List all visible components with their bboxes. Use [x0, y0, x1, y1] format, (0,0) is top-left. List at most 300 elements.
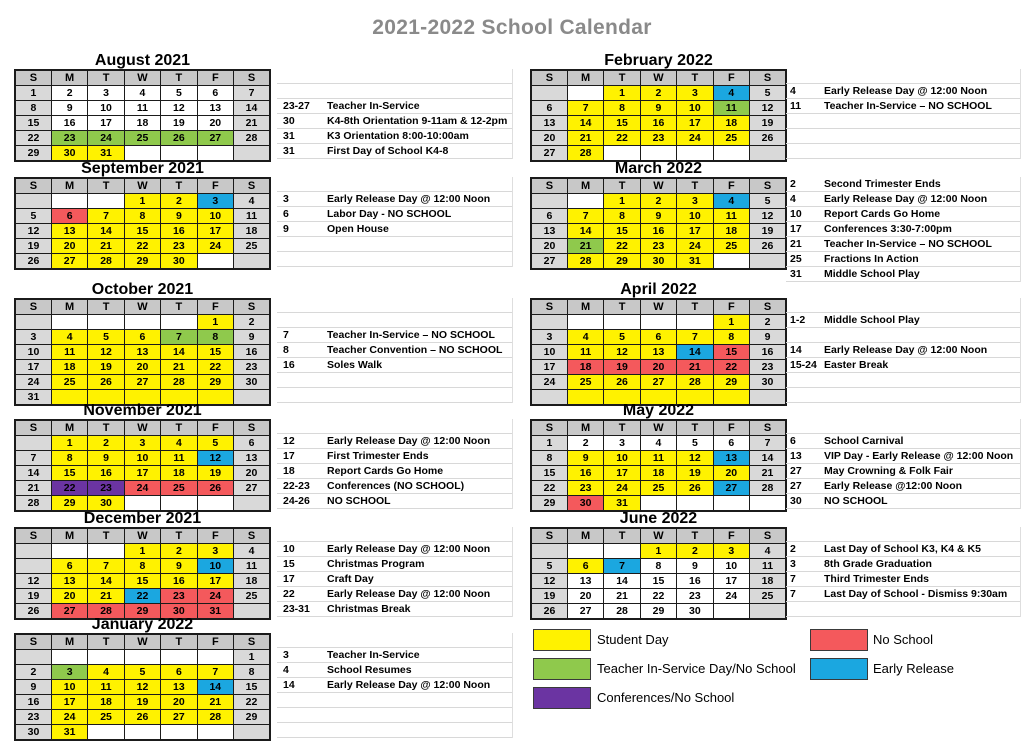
day-cell — [161, 146, 197, 162]
note-row — [277, 464, 512, 479]
note-row — [786, 177, 1020, 192]
day-header: W — [124, 299, 160, 315]
day-cell: 21 — [88, 239, 124, 254]
day-cell: 26 — [677, 481, 713, 496]
day-cell: 26 — [604, 375, 640, 390]
day-cell: 18 — [713, 116, 749, 131]
day-cell: 6 — [197, 86, 233, 101]
day-cell — [15, 544, 51, 559]
note-row — [786, 602, 1020, 617]
week-row — [15, 131, 270, 146]
day-cell: 4 — [750, 544, 786, 559]
week-row — [15, 360, 270, 375]
calendar-table — [14, 298, 271, 406]
day-cell: 4 — [161, 436, 197, 451]
month-title: September 2021 — [81, 160, 204, 177]
day-cell: 2 — [88, 436, 124, 451]
day-cell — [567, 86, 603, 101]
week-row — [531, 496, 786, 512]
day-cell: 18 — [567, 360, 603, 375]
note-text: First Day of School K4-8 — [327, 145, 449, 157]
day-cell — [713, 146, 749, 162]
note-date: 15-24 — [790, 359, 817, 371]
note-row — [277, 479, 512, 494]
day-header: W — [640, 420, 676, 436]
month-notes — [786, 527, 1021, 617]
day-cell: 1 — [15, 86, 51, 101]
day-cell: 10 — [531, 345, 567, 360]
day-header: T — [88, 178, 124, 194]
month-notes — [786, 298, 1021, 403]
note-row — [786, 358, 1020, 373]
note-text: Teacher Convention – NO SCHOOL — [327, 344, 503, 356]
note-date: 31 — [790, 268, 802, 280]
note-text: Last Day of School - Dismiss 9:30am — [824, 588, 1008, 600]
note-date: 7 — [790, 573, 796, 585]
day-cell — [197, 254, 233, 270]
day-header: T — [604, 178, 640, 194]
day-cell: 14 — [197, 680, 233, 695]
day-header: W — [640, 528, 676, 544]
legend-label-teacher-in-service-day-no-school: Teacher In-Service Day/No School — [597, 661, 796, 676]
day-header: F — [197, 178, 233, 194]
day-header: M — [51, 528, 87, 544]
day-header: S — [15, 178, 51, 194]
calendar-table — [530, 177, 787, 270]
day-cell: 11 — [234, 559, 270, 574]
day-cell — [197, 146, 233, 162]
note-row — [277, 693, 512, 708]
day-header: T — [677, 70, 713, 86]
day-cell: 22 — [234, 695, 270, 710]
day-cell: 6 — [234, 436, 270, 451]
day-header: T — [677, 299, 713, 315]
day-header: F — [197, 420, 233, 436]
day-cell: 29 — [15, 146, 51, 162]
day-cell: 10 — [677, 101, 713, 116]
note-row — [786, 479, 1020, 494]
day-cell: 24 — [713, 589, 749, 604]
day-header: T — [161, 634, 197, 650]
note-row — [786, 144, 1020, 159]
week-row — [531, 101, 786, 116]
note-text: Report Cards Go Home — [824, 208, 941, 220]
day-header: W — [124, 420, 160, 436]
note-row — [277, 527, 512, 542]
day-cell: 2 — [51, 86, 87, 101]
day-cell — [51, 194, 87, 209]
note-text: First Trimester Ends — [327, 450, 429, 462]
day-cell: 5 — [750, 194, 786, 209]
week-row — [15, 436, 270, 451]
day-cell: 3 — [124, 436, 160, 451]
month-notes — [277, 177, 513, 267]
day-cell: 21 — [234, 116, 270, 131]
day-header: M — [51, 634, 87, 650]
note-date: 27 — [790, 480, 802, 492]
day-cell: 11 — [88, 680, 124, 695]
day-cell: 3 — [197, 194, 233, 209]
day-cell: 23 — [51, 131, 87, 146]
day-cell: 16 — [567, 466, 603, 481]
day-cell: 28 — [677, 375, 713, 390]
day-cell: 20 — [234, 466, 270, 481]
day-cell: 13 — [51, 574, 87, 589]
day-cell: 11 — [713, 101, 749, 116]
day-cell: 2 — [15, 665, 51, 680]
day-cell: 26 — [88, 375, 124, 390]
day-header-row — [15, 420, 270, 436]
day-cell: 20 — [51, 589, 87, 604]
day-cell: 25 — [124, 131, 160, 146]
note-row — [786, 434, 1020, 449]
note-date: 7 — [283, 329, 289, 341]
day-header: W — [640, 70, 676, 86]
day-cell: 31 — [604, 496, 640, 512]
day-cell: 6 — [713, 436, 749, 451]
day-cell: 22 — [124, 239, 160, 254]
note-date: 8 — [283, 344, 289, 356]
day-cell: 8 — [713, 330, 749, 345]
day-cell: 6 — [51, 209, 87, 224]
note-text: School Resumes — [327, 664, 412, 676]
day-header: T — [161, 70, 197, 86]
day-cell: 24 — [677, 239, 713, 254]
week-row — [15, 496, 270, 512]
day-cell — [15, 315, 51, 330]
day-cell: 23 — [161, 239, 197, 254]
day-cell: 6 — [531, 209, 567, 224]
day-header: T — [677, 528, 713, 544]
day-cell: 8 — [51, 451, 87, 466]
day-cell: 10 — [51, 680, 87, 695]
note-date: 14 — [790, 344, 802, 356]
day-header: W — [640, 178, 676, 194]
month-title: January 2022 — [91, 616, 194, 633]
day-header: S — [750, 70, 786, 86]
day-header: S — [531, 528, 567, 544]
day-cell: 20 — [531, 131, 567, 146]
day-cell: 15 — [124, 224, 160, 239]
note-row — [277, 633, 512, 648]
note-row — [786, 237, 1020, 252]
day-cell — [677, 315, 713, 330]
day-header: F — [197, 70, 233, 86]
day-cell: 13 — [640, 345, 676, 360]
day-cell: 13 — [234, 451, 270, 466]
day-cell: 7 — [88, 559, 124, 574]
legend-label-conferences-no-school: Conferences/No School — [597, 690, 735, 705]
week-row — [531, 254, 786, 270]
note-text: Teacher In-Service – NO SCHOOL — [327, 329, 495, 341]
day-cell: 29 — [197, 375, 233, 390]
day-cell — [197, 650, 233, 665]
month-notes — [786, 419, 1021, 509]
day-cell: 23 — [567, 481, 603, 496]
week-row — [15, 695, 270, 710]
day-cell: 27 — [161, 710, 197, 725]
day-cell — [531, 194, 567, 209]
day-cell: 10 — [677, 209, 713, 224]
day-cell: 17 — [88, 116, 124, 131]
day-cell: 22 — [197, 360, 233, 375]
day-cell: 9 — [234, 330, 270, 345]
day-cell — [51, 315, 87, 330]
day-cell: 13 — [567, 574, 603, 589]
day-header: T — [604, 70, 640, 86]
week-row — [15, 254, 270, 270]
note-text: Teacher In-Service — [327, 649, 420, 661]
day-cell: 9 — [161, 209, 197, 224]
note-text: VIP Day - Early Release @ 12:00 Noon — [824, 450, 1014, 462]
week-row — [531, 239, 786, 254]
week-row — [15, 481, 270, 496]
note-date: 6 — [790, 435, 796, 447]
calendar-table — [530, 298, 787, 406]
day-cell: 4 — [713, 194, 749, 209]
page-title: 2021-2022 School Calendar — [372, 16, 652, 39]
note-text: Early Release Day @ 12:00 Noon — [327, 435, 491, 447]
note-text: Early Release Day @ 12:00 Noon — [327, 193, 491, 205]
note-row — [277, 313, 512, 328]
day-header: W — [640, 299, 676, 315]
day-cell: 15 — [713, 345, 749, 360]
day-header: S — [234, 634, 270, 650]
day-cell: 7 — [15, 451, 51, 466]
day-cell — [750, 604, 786, 620]
day-cell: 6 — [161, 665, 197, 680]
note-row — [277, 129, 512, 144]
note-row — [277, 723, 512, 738]
day-cell: 25 — [51, 375, 87, 390]
day-header: S — [750, 420, 786, 436]
day-cell — [15, 559, 51, 574]
day-cell: 7 — [234, 86, 270, 101]
day-cell: 1 — [640, 544, 676, 559]
day-cell: 27 — [531, 254, 567, 270]
day-cell: 2 — [677, 544, 713, 559]
day-header: F — [197, 299, 233, 315]
calendar-table — [530, 69, 787, 162]
month-notes — [786, 177, 1021, 282]
day-header: M — [51, 420, 87, 436]
day-cell: 28 — [88, 254, 124, 270]
day-header: W — [124, 528, 160, 544]
day-cell: 14 — [750, 451, 786, 466]
week-row — [531, 559, 786, 574]
week-row — [531, 436, 786, 451]
day-cell: 9 — [161, 559, 197, 574]
day-cell: 11 — [640, 451, 676, 466]
day-cell: 11 — [567, 345, 603, 360]
day-header-row — [15, 70, 270, 86]
day-cell — [15, 436, 51, 451]
legend-swatch-early-release — [810, 658, 868, 680]
day-cell: 1 — [124, 544, 160, 559]
day-cell: 2 — [234, 315, 270, 330]
note-text: Early Release Day @ 12:00 Noon — [824, 193, 988, 205]
day-cell: 30 — [567, 496, 603, 512]
day-cell: 12 — [124, 680, 160, 695]
day-cell: 27 — [51, 254, 87, 270]
day-header: M — [51, 178, 87, 194]
day-cell: 9 — [640, 209, 676, 224]
day-cell: 3 — [197, 544, 233, 559]
day-cell — [88, 194, 124, 209]
day-cell — [567, 315, 603, 330]
day-cell: 6 — [567, 559, 603, 574]
note-text: Conferences (NO SCHOOL) — [327, 480, 465, 492]
day-cell — [640, 146, 676, 162]
day-cell: 17 — [51, 695, 87, 710]
day-cell: 8 — [640, 559, 676, 574]
day-header-row — [15, 634, 270, 650]
day-cell: 15 — [531, 466, 567, 481]
day-cell: 15 — [197, 345, 233, 360]
day-cell: 27 — [531, 146, 567, 162]
day-cell: 12 — [15, 224, 51, 239]
week-row — [15, 101, 270, 116]
note-row — [277, 449, 512, 464]
month-notes — [277, 69, 513, 159]
day-cell: 14 — [15, 466, 51, 481]
day-cell: 2 — [750, 315, 786, 330]
day-cell: 21 — [567, 239, 603, 254]
day-header-row — [531, 528, 786, 544]
note-row — [786, 587, 1020, 602]
day-cell: 23 — [640, 239, 676, 254]
day-cell: 28 — [604, 604, 640, 620]
day-cell: 1 — [197, 315, 233, 330]
day-header: M — [567, 70, 603, 86]
note-row — [786, 222, 1020, 237]
day-cell: 10 — [604, 451, 640, 466]
note-row — [277, 542, 512, 557]
day-cell: 1 — [713, 315, 749, 330]
day-cell — [197, 496, 233, 512]
day-cell — [161, 496, 197, 512]
week-row — [531, 209, 786, 224]
note-date: 17 — [790, 223, 802, 235]
day-header: S — [750, 178, 786, 194]
day-cell: 30 — [88, 496, 124, 512]
day-cell: 30 — [677, 604, 713, 620]
note-row — [786, 388, 1020, 403]
day-cell: 18 — [640, 466, 676, 481]
day-cell: 1 — [531, 436, 567, 451]
note-date: 10 — [790, 208, 802, 220]
day-cell: 8 — [197, 330, 233, 345]
week-row — [531, 481, 786, 496]
day-cell: 4 — [234, 544, 270, 559]
day-cell: 7 — [197, 665, 233, 680]
day-cell: 2 — [640, 86, 676, 101]
day-cell — [531, 86, 567, 101]
day-header: S — [15, 634, 51, 650]
day-header: F — [197, 634, 233, 650]
day-header: S — [531, 178, 567, 194]
note-date: 2 — [790, 543, 796, 555]
day-header: S — [531, 420, 567, 436]
day-cell: 7 — [750, 436, 786, 451]
day-cell: 22 — [51, 481, 87, 496]
note-row — [277, 222, 512, 237]
month-notes — [277, 527, 513, 617]
note-row — [277, 328, 512, 343]
day-cell: 22 — [531, 481, 567, 496]
week-row — [15, 650, 270, 665]
day-cell: 26 — [750, 131, 786, 146]
month-title: October 2021 — [91, 281, 194, 298]
note-row — [277, 557, 512, 572]
day-cell: 3 — [604, 436, 640, 451]
day-header-row — [531, 299, 786, 315]
day-header: W — [124, 178, 160, 194]
day-cell: 12 — [197, 451, 233, 466]
note-text: Fractions In Action — [824, 253, 919, 265]
day-header: T — [161, 299, 197, 315]
note-text: Open House — [327, 223, 389, 235]
day-cell: 20 — [531, 239, 567, 254]
day-header: S — [15, 299, 51, 315]
note-text: NO SCHOOL — [327, 495, 391, 507]
day-cell: 15 — [15, 116, 51, 131]
day-cell: 24 — [531, 375, 567, 390]
day-cell: 17 — [15, 360, 51, 375]
week-row — [15, 544, 270, 559]
day-cell: 19 — [604, 360, 640, 375]
day-header-row — [531, 178, 786, 194]
calendar-table — [14, 633, 271, 741]
day-header: T — [161, 420, 197, 436]
note-date: 4 — [790, 193, 796, 205]
day-cell: 29 — [234, 710, 270, 725]
day-cell — [677, 496, 713, 512]
note-row — [277, 494, 512, 509]
day-cell: 10 — [15, 345, 51, 360]
day-cell: 1 — [124, 194, 160, 209]
note-row — [277, 298, 512, 313]
day-cell: 19 — [15, 589, 51, 604]
note-date: 4 — [790, 85, 796, 97]
day-cell: 19 — [750, 116, 786, 131]
calendar-table — [14, 527, 271, 620]
day-cell: 29 — [51, 496, 87, 512]
day-cell: 6 — [51, 559, 87, 574]
note-row — [277, 144, 512, 159]
day-cell: 18 — [713, 224, 749, 239]
day-cell: 8 — [604, 101, 640, 116]
note-text: Third Trimester Ends — [824, 573, 930, 585]
day-header: M — [567, 299, 603, 315]
day-cell — [713, 254, 749, 270]
day-cell: 1 — [604, 86, 640, 101]
day-header: M — [51, 299, 87, 315]
day-cell: 26 — [197, 481, 233, 496]
day-cell: 12 — [15, 574, 51, 589]
day-cell — [197, 725, 233, 741]
week-row — [531, 131, 786, 146]
day-cell: 5 — [197, 436, 233, 451]
day-cell: 3 — [531, 330, 567, 345]
week-row — [15, 680, 270, 695]
day-cell: 30 — [234, 375, 270, 390]
day-cell: 13 — [51, 224, 87, 239]
day-cell: 14 — [161, 345, 197, 360]
day-header: M — [567, 178, 603, 194]
note-row — [786, 129, 1020, 144]
day-cell: 31 — [51, 725, 87, 741]
